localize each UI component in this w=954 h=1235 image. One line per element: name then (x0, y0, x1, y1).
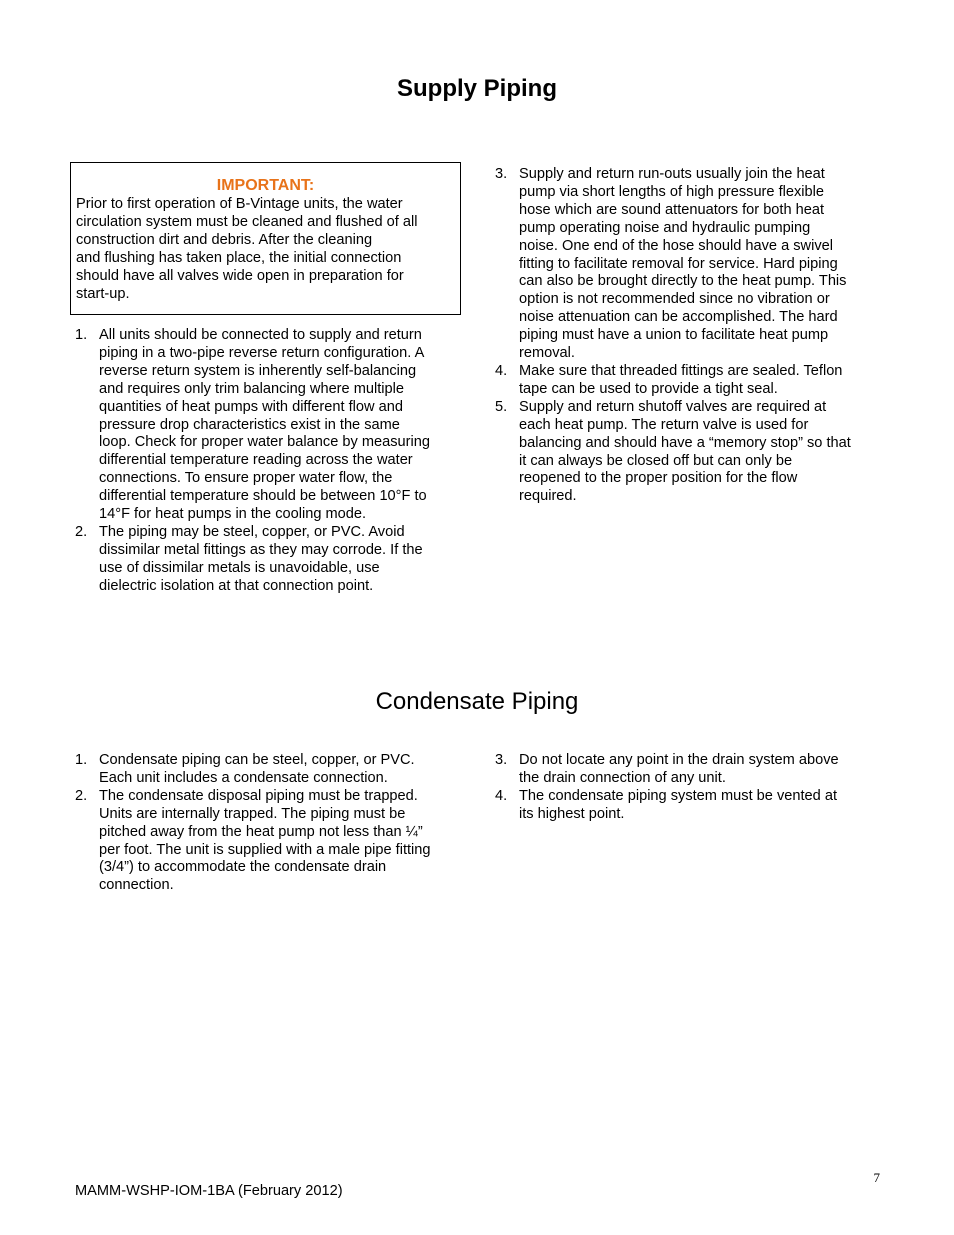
supply-piping-heading: Supply Piping (397, 75, 557, 102)
list-item-line: Supply and return run-outs usually join the heat (519, 166, 825, 182)
list-item (491, 363, 886, 399)
list-item-line: it can always be closed off but can only be (519, 452, 793, 469)
list-item-line: hose which are sound attenuators for both heat (519, 201, 825, 218)
list-item-line: The piping may be steel, copper, or PVC. Avoid (99, 523, 405, 540)
condensate-list-left (71, 752, 466, 895)
list-item-line: pressure drop characteristics exist in the same (99, 416, 400, 433)
list-item-line: differential temperature should be between 10°F to (99, 488, 427, 505)
important-heading: IMPORTANT: (216, 177, 315, 194)
list-item-line: dissimilar metal fittings as they may corrode. If the (99, 541, 423, 558)
important-line: should have all valves wide open in preparation for (76, 267, 404, 284)
list-item (71, 752, 466, 788)
condensate-list-right (491, 752, 886, 824)
important-notice-box (70, 162, 461, 315)
important-line: start-up. (76, 285, 130, 302)
list-item-line: noise. One end of the hose should have a swivel (519, 237, 833, 254)
list-item-line: pitched away from the heat pump not less than ¼” (99, 823, 423, 840)
list-item (71, 524, 466, 596)
list-item-line: Make sure that threaded fittings are sealed. Teflon (519, 362, 843, 379)
list-item-line: Each unit includes a condensate connection. (99, 769, 388, 786)
list-item-line: loop. Check for proper water balance by measuring (99, 434, 430, 451)
list-item-number: 2. (75, 787, 88, 804)
list-item-line: quantities of heat pumps with different flow and (99, 398, 403, 415)
list-item-number: 1. (75, 752, 88, 768)
important-line: circulation system must be cleaned and flushed of all (76, 213, 418, 230)
important-line: Prior to first operation of B-Vintage units, the water (76, 196, 403, 212)
list-item-line: piping in a two-pipe reverse return configuration. A (99, 344, 425, 361)
list-item (491, 166, 886, 363)
list-item-line: piping must have a union to facilitate heat pump (519, 327, 829, 344)
list-item-line: differential temperature reading across the water (99, 452, 413, 469)
important-notice-text (76, 196, 456, 303)
list-item-line: reopened to the proper position for the flow (519, 470, 798, 487)
list-item-line: The condensate piping system must be vented at (519, 787, 838, 804)
list-item-line: balancing and should have a “memory stop” so that (519, 434, 851, 451)
list-item (71, 788, 466, 895)
list-item-line: required. (519, 488, 577, 505)
important-line: and flushing has taken place, the initial connection (76, 249, 402, 266)
list-item-line: the drain connection of any unit. (519, 769, 726, 786)
list-item-number: 3. (495, 752, 508, 768)
list-item-line: tape can be used to provide a tight seal. (519, 380, 778, 397)
list-item-line: The condensate disposal piping must be trapped. (99, 787, 418, 804)
supply-list-right (491, 166, 886, 506)
document-id-footer: MAMM-WSHP-IOM-1BA (February 2012) (75, 1183, 343, 1199)
important-line: construction dirt and debris. After the cleaning (76, 231, 373, 248)
list-item-number: 2. (75, 523, 88, 540)
list-item-line: Do not locate any point in the drain system above (519, 752, 839, 768)
list-item-line: Units are internally trapped. The piping must be (99, 805, 406, 822)
condensate-piping-heading: Condensate Piping (375, 688, 579, 715)
list-item-line: dielectric isolation at that connection point. (99, 577, 374, 594)
list-item-line: Condensate piping can be steel, copper, or PVC. (99, 752, 415, 768)
list-item-number: 3. (495, 166, 508, 182)
list-item-line: fitting to facilitate removal for service. Hard piping (519, 255, 838, 272)
list-item (71, 327, 466, 524)
list-item-line: per foot. The unit is supplied with a male pipe fitting (99, 841, 431, 858)
list-item-line: use of dissimilar metals is unavoidable, use (99, 559, 380, 576)
list-item (491, 399, 886, 506)
list-item-line: noise attenuation can be accomplished. The hard (519, 309, 838, 326)
list-item-number: 4. (495, 787, 508, 804)
list-item-line: connections. To ensure proper water flow, the (99, 470, 393, 487)
list-item-line: pump operating noise and hydraulic pumping (519, 219, 811, 236)
list-item-line: removal. (519, 345, 575, 362)
list-item (491, 788, 886, 824)
list-item-line: All units should be connected to supply and return (99, 327, 422, 343)
page-number: 7 (873, 1170, 880, 1185)
list-item-number: 4. (495, 362, 508, 379)
list-item-line: reverse return system is inherently self-balancing (99, 362, 417, 379)
list-item-line: connection. (99, 877, 174, 894)
list-item-line: option is not recommended since no vibration or (519, 291, 830, 308)
list-item-line: 14°F for heat pumps in the cooling mode. (99, 506, 367, 523)
supply-list-left (71, 327, 466, 596)
list-item-line: its highest point. (519, 805, 625, 822)
list-item-line: Supply and return shutoff valves are required at (519, 398, 827, 415)
list-item-number: 5. (495, 398, 508, 415)
list-item-number: 1. (75, 327, 88, 343)
list-item-line: (3/4”) to accommodate the condensate drain (99, 859, 387, 876)
list-item-line: and requires only trim balancing where multiple (99, 380, 405, 397)
list-item-line: can also be brought directly to the heat pump. This (519, 273, 847, 290)
list-item (491, 752, 886, 788)
list-item-line: pump via short lengths of high pressure flexible (519, 183, 825, 200)
list-item-line: each heat pump. The return valve is used for (519, 416, 809, 433)
